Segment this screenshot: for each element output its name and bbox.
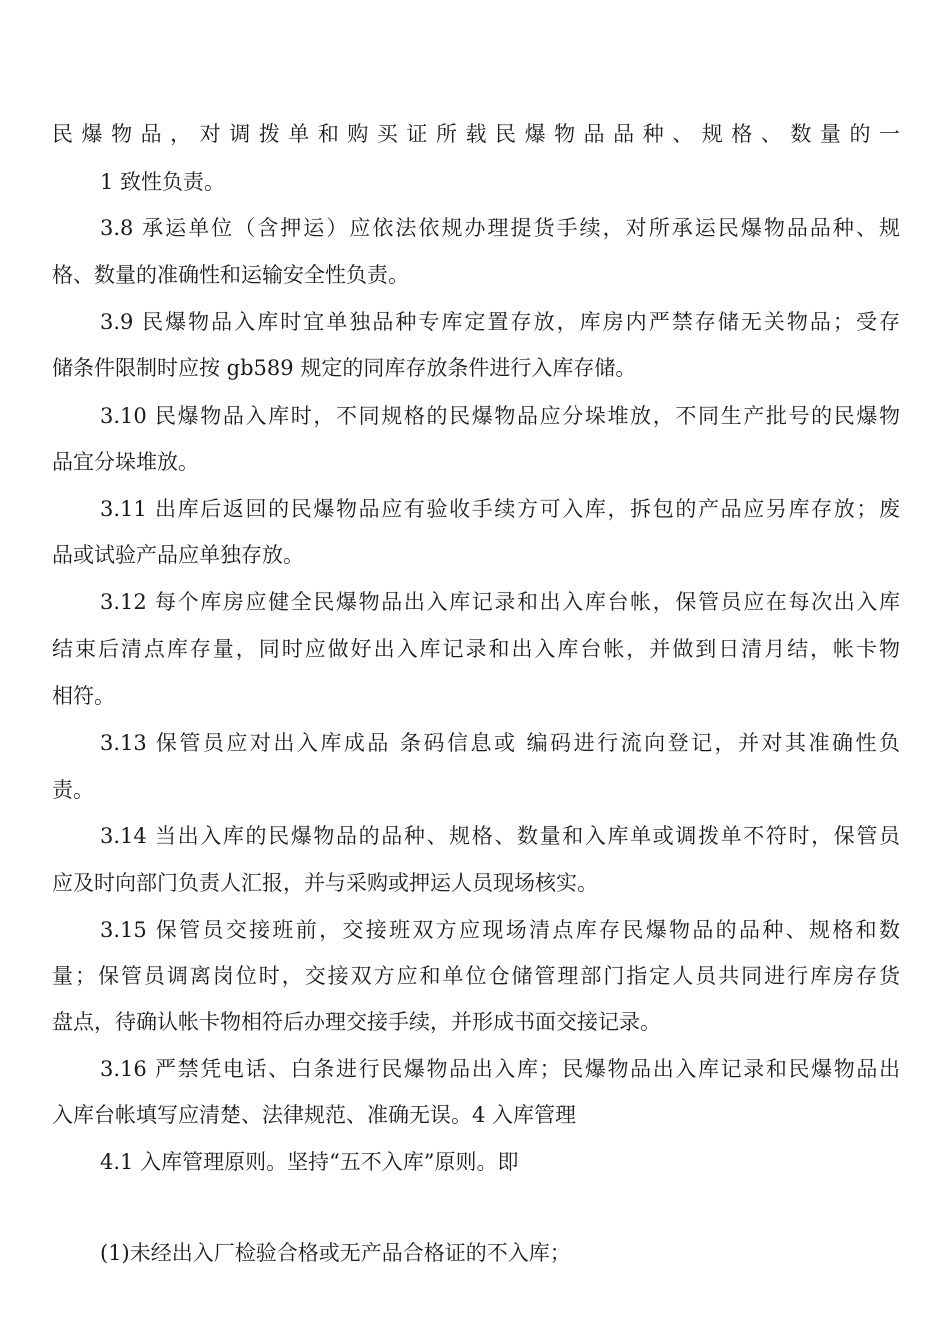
paragraph-line: 3.10 民爆物品入库时，不同规格的民爆物品应分垛堆放，不同生产批号的民爆物 [100, 404, 900, 428]
paragraph-line: 入库台帐填写应清楚、法律规范、准确无误。4 入库管理 [52, 1103, 577, 1127]
paragraph-line: 3.9 民爆物品入库时宜单独品种专库定置存放，库房内严禁存储无关物品；受存 [100, 310, 900, 334]
paragraph-line: 4.1 入库管理原则。坚持“五不入库”原则。即 [100, 1150, 519, 1174]
paragraph-line: 应及时向部门负责人汇报，并与采购或押运人员现场核实。 [52, 871, 598, 895]
paragraph-line: 责。 [52, 778, 94, 802]
paragraph-line: 品宜分垛堆放。 [52, 450, 199, 474]
paragraph-line: 3.12 每个库房应健全民爆物品出入库记录和出入库台帐，保管员应在每次出入库 [100, 590, 900, 614]
paragraph-line: 相符。 [52, 684, 115, 708]
paragraph-line: 品或试验产品应单独存放。 [52, 543, 304, 567]
paragraph-line: 3.11 出库后返回的民爆物品应有验收手续方可入库，拆包的产品应另库存放；废 [100, 497, 900, 521]
paragraph-line: 3.15 保管员交接班前，交接班双方应现场清点库存民爆物品的品种、规格和数 [100, 918, 900, 942]
paragraph-line: 结束后清点库存量，同时应做好出入库记录和出入库台帐，并做到日清月结，帐卡物 [52, 637, 900, 661]
paragraph-line: 储条件限制时应按 gb589 规定的同库存放条件进行入库存储。 [52, 356, 637, 380]
paragraph-line: 盘点，待确认帐卡物相符后办理交接手续，并形成书面交接记录。 [52, 1010, 661, 1034]
paragraph-line: 格、数量的准确性和运输安全性负责。 [52, 263, 409, 287]
paragraph-line: 3.14 当出入库的民爆物品的品种、规格、数量和入库单或调拨单不符时，保管员 [100, 824, 900, 848]
paragraph-line: 3.8 承运单位（含押运）应依法依规办理提货手续，对所承运民爆物品品种、规 [100, 216, 900, 240]
paragraph-line: 量；保管员调离岗位时，交接双方应和单位仓储管理部门指定人员共同进行库房存货 [52, 964, 900, 988]
paragraph-line: 3.16 严禁凭电话、白条进行民爆物品出入库；民爆物品出入库记录和民爆物品出 [100, 1057, 900, 1081]
paragraph-line: 3.13 保管员应对出入库成品 条码信息或 编码进行流向登记，并对其准确性负 [100, 731, 900, 755]
paragraph-line: 1 致性负责。 [100, 170, 226, 194]
list-item: (1)未经出入厂检验合格或无产品合格证的不入库； [100, 1241, 571, 1265]
paragraph-line: 民爆物品，对调拨单和购买证所载民爆物品品种、规格、数量的一 [52, 122, 900, 146]
